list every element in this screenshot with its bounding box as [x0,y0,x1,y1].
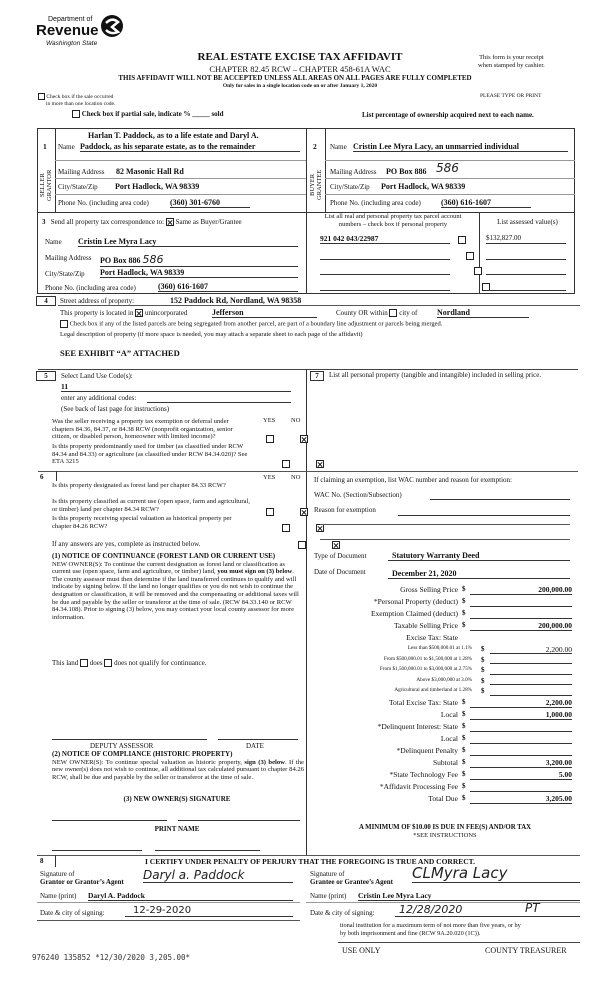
partial-sale-checkbox[interactable] [72,110,80,118]
currency-symbol: $ [462,621,466,629]
street-field[interactable]: 152 Paddock Rd, Nordland, WA 98358 [170,296,302,305]
seller-mailing-label: Mailing Address [58,168,105,176]
city-option [336,309,417,317]
assessed-value-field[interactable] [486,250,566,260]
corr-mailing-field[interactable] [100,253,298,267]
certify-statement: I CERTIFY UNDER PENALTY OF PERJURY THAT THE FOREGOING IS TRUE AND CORRECT. [144,857,475,866]
parcel-account-field[interactable] [320,250,450,260]
parcel-account-field[interactable]: 921 042 043/22987 [320,234,450,244]
tax-row-value[interactable] [470,597,572,607]
seller-side-label [39,162,54,208]
wac-field[interactable] [430,491,570,500]
tax-row-label: *Personal Property (deduct) [373,597,458,606]
currency-symbol: $ [462,769,466,778]
buyer-side-label [309,162,324,208]
parcels-header [307,213,479,229]
correspondence-section-number: 3 [42,218,46,226]
print-name-label: PRINT NAME [154,825,200,833]
partial-sale-option [72,110,224,118]
currency-symbol: $ [462,697,466,706]
county-field[interactable]: Jefferson [212,308,317,318]
grantee-sig-label-2: Grantee or Grantee’s Agent [310,878,394,886]
no-checkbox[interactable] [300,435,308,443]
buyer-phone-label: Phone No. (including area code) [330,199,421,207]
segregated-option [60,320,442,328]
grantor-sig-label-2: Grantor or Grantor’s Agent [40,878,124,886]
notice-continuance-text-c: . The county assessor must then determine if the land transferred continues to qualify and will indicate by signing below. If the land no longer qualifies or you do not wish to continue the designation or classification, it will be removed and the compensating or additional taxes will be due and payable by the seller or transferor at the time of sale. (RCW 84.33.140 or RCW 84.34.108). Prior to signing (3) below, you may contact your local county assessor for more information. [52,568,299,621]
notice-continuance-title: (1) NOTICE OF CONTINUANCE (FOREST LAND OR CURRENT USE) [52,552,276,560]
corr-name-label: Name [45,238,62,246]
currency-symbol: $ [462,733,466,742]
buyer-mailing-label: Mailing Address [330,168,377,176]
notice-continuance [52,553,304,621]
tax-row-value[interactable]: 3,200.00 [470,758,572,768]
form-title: REAL ESTATE EXCISE TAX AFFIDAVIT [197,51,403,63]
yes-checkbox[interactable] [266,508,274,516]
tax-row-label: Gross Selling Price [400,585,458,594]
personal-property-label: List all personal property (tangible and intangible) included in selling price. [329,371,542,379]
corr-phone-field[interactable]: (360) 616-1607 [158,282,298,292]
currency-symbol: $ [462,709,466,718]
notice-compliance-text-b: sign (3) below [244,758,285,766]
multi-location-option [38,93,115,108]
parcels-header-line2: numbers – check box if personal property [338,221,448,228]
penalty-note [340,922,580,938]
correspondence-label: Send all property tax correspondence to: [50,218,165,226]
currency-symbol: $ [481,676,485,685]
grantor-date-field[interactable]: 12-29-2020 [125,905,293,917]
land-use-label: Select Land Use Code(s): [61,372,133,380]
notice-compliance-title: (2) NOTICE OF COMPLIANCE (HISTORIC PROPERTY) [52,750,233,758]
buyer-mailing-field[interactable]: PO Box 886 [386,167,427,176]
seller-label: SELLER [39,173,46,197]
tax-row-label: From $1,500,000.01 to $3,000,000 at 2.75% [379,666,472,672]
city-field[interactable]: Nordland [437,308,529,318]
corr-mailing-handwritten: 586 [142,253,164,266]
minimum-due-note: A MINIMUM OF $10.00 IS DUE IN FEE(S) AND/OR TAX [358,824,532,831]
dor-emblem-icon [99,13,125,39]
please-type-note: PLEASE TYPE OR PRINT [480,93,542,99]
notice-compliance-text-c: . If the new owner(s) does not wish to continue, all additional tax calculated pursuant to chapter 84.26 RCW, shall be due and payable by the seller or transferor at the time of sale. [52,758,304,781]
seller-phone-field[interactable]: (360) 301-6760 [170,198,250,208]
question-text: Is this property receiving special valuation as historical property per chapter 84.26 RCW? [52,515,232,530]
street-label: Street address of property: [60,297,135,305]
logo-revenue-text: Revenue [36,22,99,39]
tax-row-value[interactable]: 5.00 [470,770,572,780]
corr-name-field[interactable]: Cristin Lee Myra Lacy [78,237,298,247]
corr-mailing-label: Mailing Address [45,254,92,262]
currency-symbol: $ [462,745,466,754]
assessed-value-header: List assessed value(s) [497,218,558,226]
currency-symbol: $ [462,609,466,617]
grantor-name-field[interactable]: Daryl A. Paddock [88,891,293,901]
personal-property-checkbox[interactable] [474,267,482,275]
land-use-section-number: 5 [36,371,56,381]
tax-row-label: *Affidavit Processing Fee [379,781,458,791]
unincorporated-label: unincorporated [144,309,188,317]
corr-phone-label: Phone No. (including area code) [45,284,136,292]
new-owner-signature-label: (3) NEW OWNER(S) SIGNATURE [123,795,231,803]
no-checkbox[interactable] [332,541,340,549]
no-checkbox[interactable] [316,524,324,532]
multi-location-label-1: Check box if the sale occurred [46,93,114,100]
tax-row-label: *Delinquent Interest: State [377,721,458,731]
correspondence-header [42,218,242,226]
question-text: Was the seller receiving a property tax exemption or deferral under chapters 84.36, 84.37, or 84.38 RCW (nonprofit organization, senior citizen, or disabled person, homeowner with limited income)? [52,418,233,441]
grantee-signature-label [310,870,393,886]
section6-number: 6 [40,473,44,481]
question-text: Is this property designated as forest land per chapter 84.33 RCW? [52,482,226,489]
penalty-line1: tional institution for a maximum term of not more than five years, or by [340,922,521,929]
additional-codes-label: enter any additional codes: [61,394,137,402]
tax-row-value[interactable] [470,722,572,732]
buyer-city-field[interactable]: Port Hadlock, WA 98339 [381,182,466,191]
corr-city-label: City/State/Zip [45,270,85,278]
currency-symbol: $ [481,687,485,695]
tax-row-value[interactable] [470,746,572,756]
partial-sale-label: Check box if partial sale, indicate % _____ sold [81,110,224,118]
tax-row-value[interactable]: 2,200.00 [470,698,572,708]
notice-compliance [52,751,304,781]
tax-row-value[interactable] [490,656,572,665]
personal-property-checkbox[interactable] [466,252,474,260]
no-checkbox[interactable] [300,508,308,516]
logo-dept-text: Department of [48,16,93,23]
unincorporated-checkbox[interactable] [135,309,143,317]
does-not-qualify-checkbox[interactable] [104,659,112,667]
seller-section-number: 1 [43,142,47,151]
tax-row-label: Total Excise Tax: State [388,697,458,707]
located-in-label: This property is located in [60,309,134,317]
ownership-note: List percentage of ownership acquired next to each name. [362,111,534,119]
seller-mailing-field[interactable]: 82 Masonic Hall Rd [116,167,184,176]
legal-description-label: Legal description of property (if more space is needed, you may attach a separate sheet to each page of the affidavit) [60,331,363,338]
yes-header: YES [263,417,276,424]
tax-row-value[interactable]: 2,200.00 [490,645,572,654]
tax-row-label: From $500,000.01 to $1,500,000 at 1.28% [383,655,472,662]
doc-date-label: Date of Document [314,568,366,576]
grantee-signature-field[interactable]: CLMyra Lacy [412,864,580,883]
grantor-date-label: Date & city of signing: [40,909,105,917]
reason-label: Reason for exemption [314,506,376,514]
seller-phone-label: Phone No. (including area code) [58,199,149,207]
buyer-section-number: 2 [313,142,317,151]
currency-symbol: $ [462,721,466,730]
tax-row-value[interactable]: 3,205.00 [470,794,572,804]
legal-description-field[interactable]: SEE EXHIBIT “A” ATTACHED [60,348,180,358]
yes-checkbox[interactable] [266,435,274,443]
receipt-note-line2: when stamped by cashier. [478,62,545,69]
tax-row-label: *Delinquent Penalty [396,745,458,755]
same-as-buyer-label: Same as Buyer/Grantee [175,218,242,226]
tax-row-label: Agricultural and timberland at 1.28% [394,687,472,693]
if-yes-note: If any answers are yes, complete as instructed below. [52,540,201,548]
grantee-name-label: Name (print) [310,892,347,900]
no-header: NO [291,417,301,424]
penalty-line2: by both imprisonment and fine (RCW 9A.20.020 (1C)). [340,930,481,937]
question-text: Is this property classified as current use (open space, farm and agricultural, or timber) land per chapter 84.34 RCW? [52,498,250,513]
currency-symbol: $ [462,757,466,766]
buyer-phone-field[interactable]: (360) 616-1607 [441,198,531,208]
grantee-name-field[interactable]: Cristin Lee Myra Lacy [358,891,580,901]
wac-label: WAC No. (Section/Subsection) [314,491,402,499]
continuance-qualify [52,659,206,667]
tax-row-label: Local [440,709,458,719]
does-qualify-checkbox[interactable] [80,659,88,667]
county-or-label: County OR within [336,309,388,317]
dor-logo [32,12,127,52]
city-of-label: city of [399,309,418,317]
doc-type-label: Type of Document [314,552,367,560]
tax-row-label: Excise Tax: State [406,633,458,642]
doc-date-field[interactable]: December 21, 2020 [388,569,570,579]
buyer-name-field[interactable]: Cristin Lee Myra Lacy, an unmarried individual [353,142,568,152]
tax-row-value[interactable]: 1,000.00 [470,710,572,720]
tax-row-label: Less than $500,000.01 at 1.1% [407,645,472,651]
does-not-label: does not qualify for continuance. [114,659,207,667]
cashier-stamp: 976240 135852 *12/30/2020 3,205.00* [32,953,191,962]
receipt-note [478,54,545,70]
tax-row-label: Exemption Claimed (deduct) [370,609,458,618]
tax-row-label: *State Technology Fee [389,769,458,779]
parcel-account-field[interactable] [320,281,450,291]
seller-name-label: Name [58,143,75,151]
tax-row-label: Local [440,733,458,743]
currency-symbol: $ [481,666,485,674]
same-as-buyer-checkbox[interactable] [166,218,174,226]
location-line [60,309,187,317]
buyer-mailing-handwritten: 586 [436,161,459,175]
does-label: does [89,659,103,667]
corr-city-field[interactable]: Port Hadlock, WA 98339 [100,268,298,278]
personal-property-checkbox[interactable] [458,236,466,244]
grantor-label: GRANTOR [46,169,53,201]
tax-row-label: Above $3,000,000 at 3.0% [416,676,472,683]
segregated-label: Check box if any of the listed parcels are being segregated from another parcel, are part of a boundary line adjustment or parcels being merged. [69,320,443,328]
grantor-signature-field[interactable]: Daryl a. Paddock [143,868,293,883]
currency-symbol: $ [462,781,466,790]
tax-row-label: Subtotal [432,757,458,767]
city-checkbox[interactable] [389,309,397,317]
doc-type-field[interactable]: Statutory Warranty Deed [388,551,570,561]
currency-symbol: $ [462,793,466,802]
multi-location-label-2: in more than one location code. [46,100,116,107]
certify-section-number: 8 [40,857,44,865]
tax-row-value[interactable]: 200,000.00 [470,585,572,595]
seller-city-field[interactable]: Port Hadlock, WA 98339 [115,182,200,191]
seller-name-line2: Paddock, as his separate estate, as to the remainder [80,142,300,152]
grantee-date-field[interactable] [395,903,580,917]
parcel-account-field[interactable] [320,265,450,275]
deputy-assessor-label: DEPUTY ASSESSOR [90,742,154,750]
grantee-label: GRANTEE [316,169,323,201]
tax-row-value[interactable] [490,687,572,696]
date-label: DATE [246,742,264,750]
form-subtitle: CHAPTER 82.45 RCW – CHAPTER 458-61A WAC [209,64,391,74]
buyer-label: BUYER [309,173,316,197]
section6-yes-header: YES [263,474,276,481]
grantee-city-value: PT [525,901,540,915]
currency-symbol: $ [462,585,466,593]
notice-compliance-text-a: NEW OWNER(S): To continue special valuation as historic property, [52,758,245,766]
land-use-code-field[interactable]: 11 [61,382,291,392]
form-only-for: Only for sales in a single location code on or after January 1, 2020 [222,83,378,89]
assessed-value-field[interactable]: $132,827.00 [486,234,566,244]
grantee-date-label: Date & city of signing: [310,909,375,917]
yes-checkbox[interactable] [282,524,290,532]
section6-no-header: NO [291,474,301,481]
seller-city-label: City/State/Zip [58,183,98,191]
property-section-number: 4 [36,296,56,306]
exemption-label: If claiming an exemption, list WAC number and reason for exemption: [314,476,512,484]
tax-row-value[interactable]: 200,000.00 [470,621,572,631]
see-back-note: (See back of last page for instructions) [61,405,170,413]
buyer-city-label: City/State/Zip [330,183,370,191]
grantor-sig-label-1: Signature of [40,870,75,878]
see-instructions-note: *SEE INSTRUCTIONS [413,832,477,839]
corr-mailing-value: PO Box 886 [100,256,141,265]
yes-checkbox[interactable] [282,460,290,468]
county-treasurer-label: COUNTY TREASURER [485,946,567,955]
logo-state-text: Washington State [46,40,98,47]
grantee-sig-label-1: Signature of [310,870,345,878]
form-warning: THIS AFFIDAVIT WILL NOT BE ACCEPTED UNLESS ALL AREAS ON ALL PAGES ARE FULLY COMPLETED [118,74,472,82]
no-checkbox[interactable] [316,460,324,468]
tax-row-value[interactable] [490,677,572,686]
tax-row-label: Total Due [428,793,458,803]
this-land-label: This land [52,659,79,667]
tax-row-value[interactable] [470,609,572,619]
assessed-value-field[interactable] [486,265,566,275]
parcels-header-line1: List all real and personal property tax parcel account [324,213,462,220]
grantor-signature-label [40,870,124,886]
notice-continuance-text-b: you must sign on (3) below [217,568,293,576]
question-text: Is this property predominantly used for timber (as classified under RCW 84.34 and 84.33) or agriculture (as classified under RCW 84.34.020)? See ETA 3215 [52,443,248,466]
additional-codes-field[interactable] [147,394,291,403]
yes-checkbox[interactable] [298,541,306,549]
receipt-note-line1: This form is your receipt [479,54,544,61]
tax-row-value[interactable] [470,734,572,744]
notice-continuance-text-a: NEW OWNER(S): To continue the current designation as forest land or classification as current use (open space, farm and agriculture, or timber) land, [52,560,285,576]
tax-row-value[interactable] [470,782,572,792]
buyer-name-label: Name [330,143,347,151]
reason-field[interactable] [398,507,570,516]
multi-location-checkbox[interactable] [38,93,45,100]
grantee-date-value: 12/28/2020 [399,903,463,916]
currency-symbol: $ [462,597,466,605]
currency-symbol: $ [481,655,485,664]
use-only-label: USE ONLY [342,946,381,955]
segregated-checkbox[interactable] [60,320,68,328]
tax-row-value[interactable] [490,666,572,675]
tax-row-label: Taxable Selling Price [393,621,458,630]
section7-number: 7 [310,371,324,381]
currency-symbol: $ [481,645,485,653]
grantor-name-label: Name (print) [40,892,77,900]
seller-name-line1: Harlan T. Paddock, as to a life estate and Daryl A. [88,131,259,140]
assessed-value-field[interactable] [486,281,566,291]
